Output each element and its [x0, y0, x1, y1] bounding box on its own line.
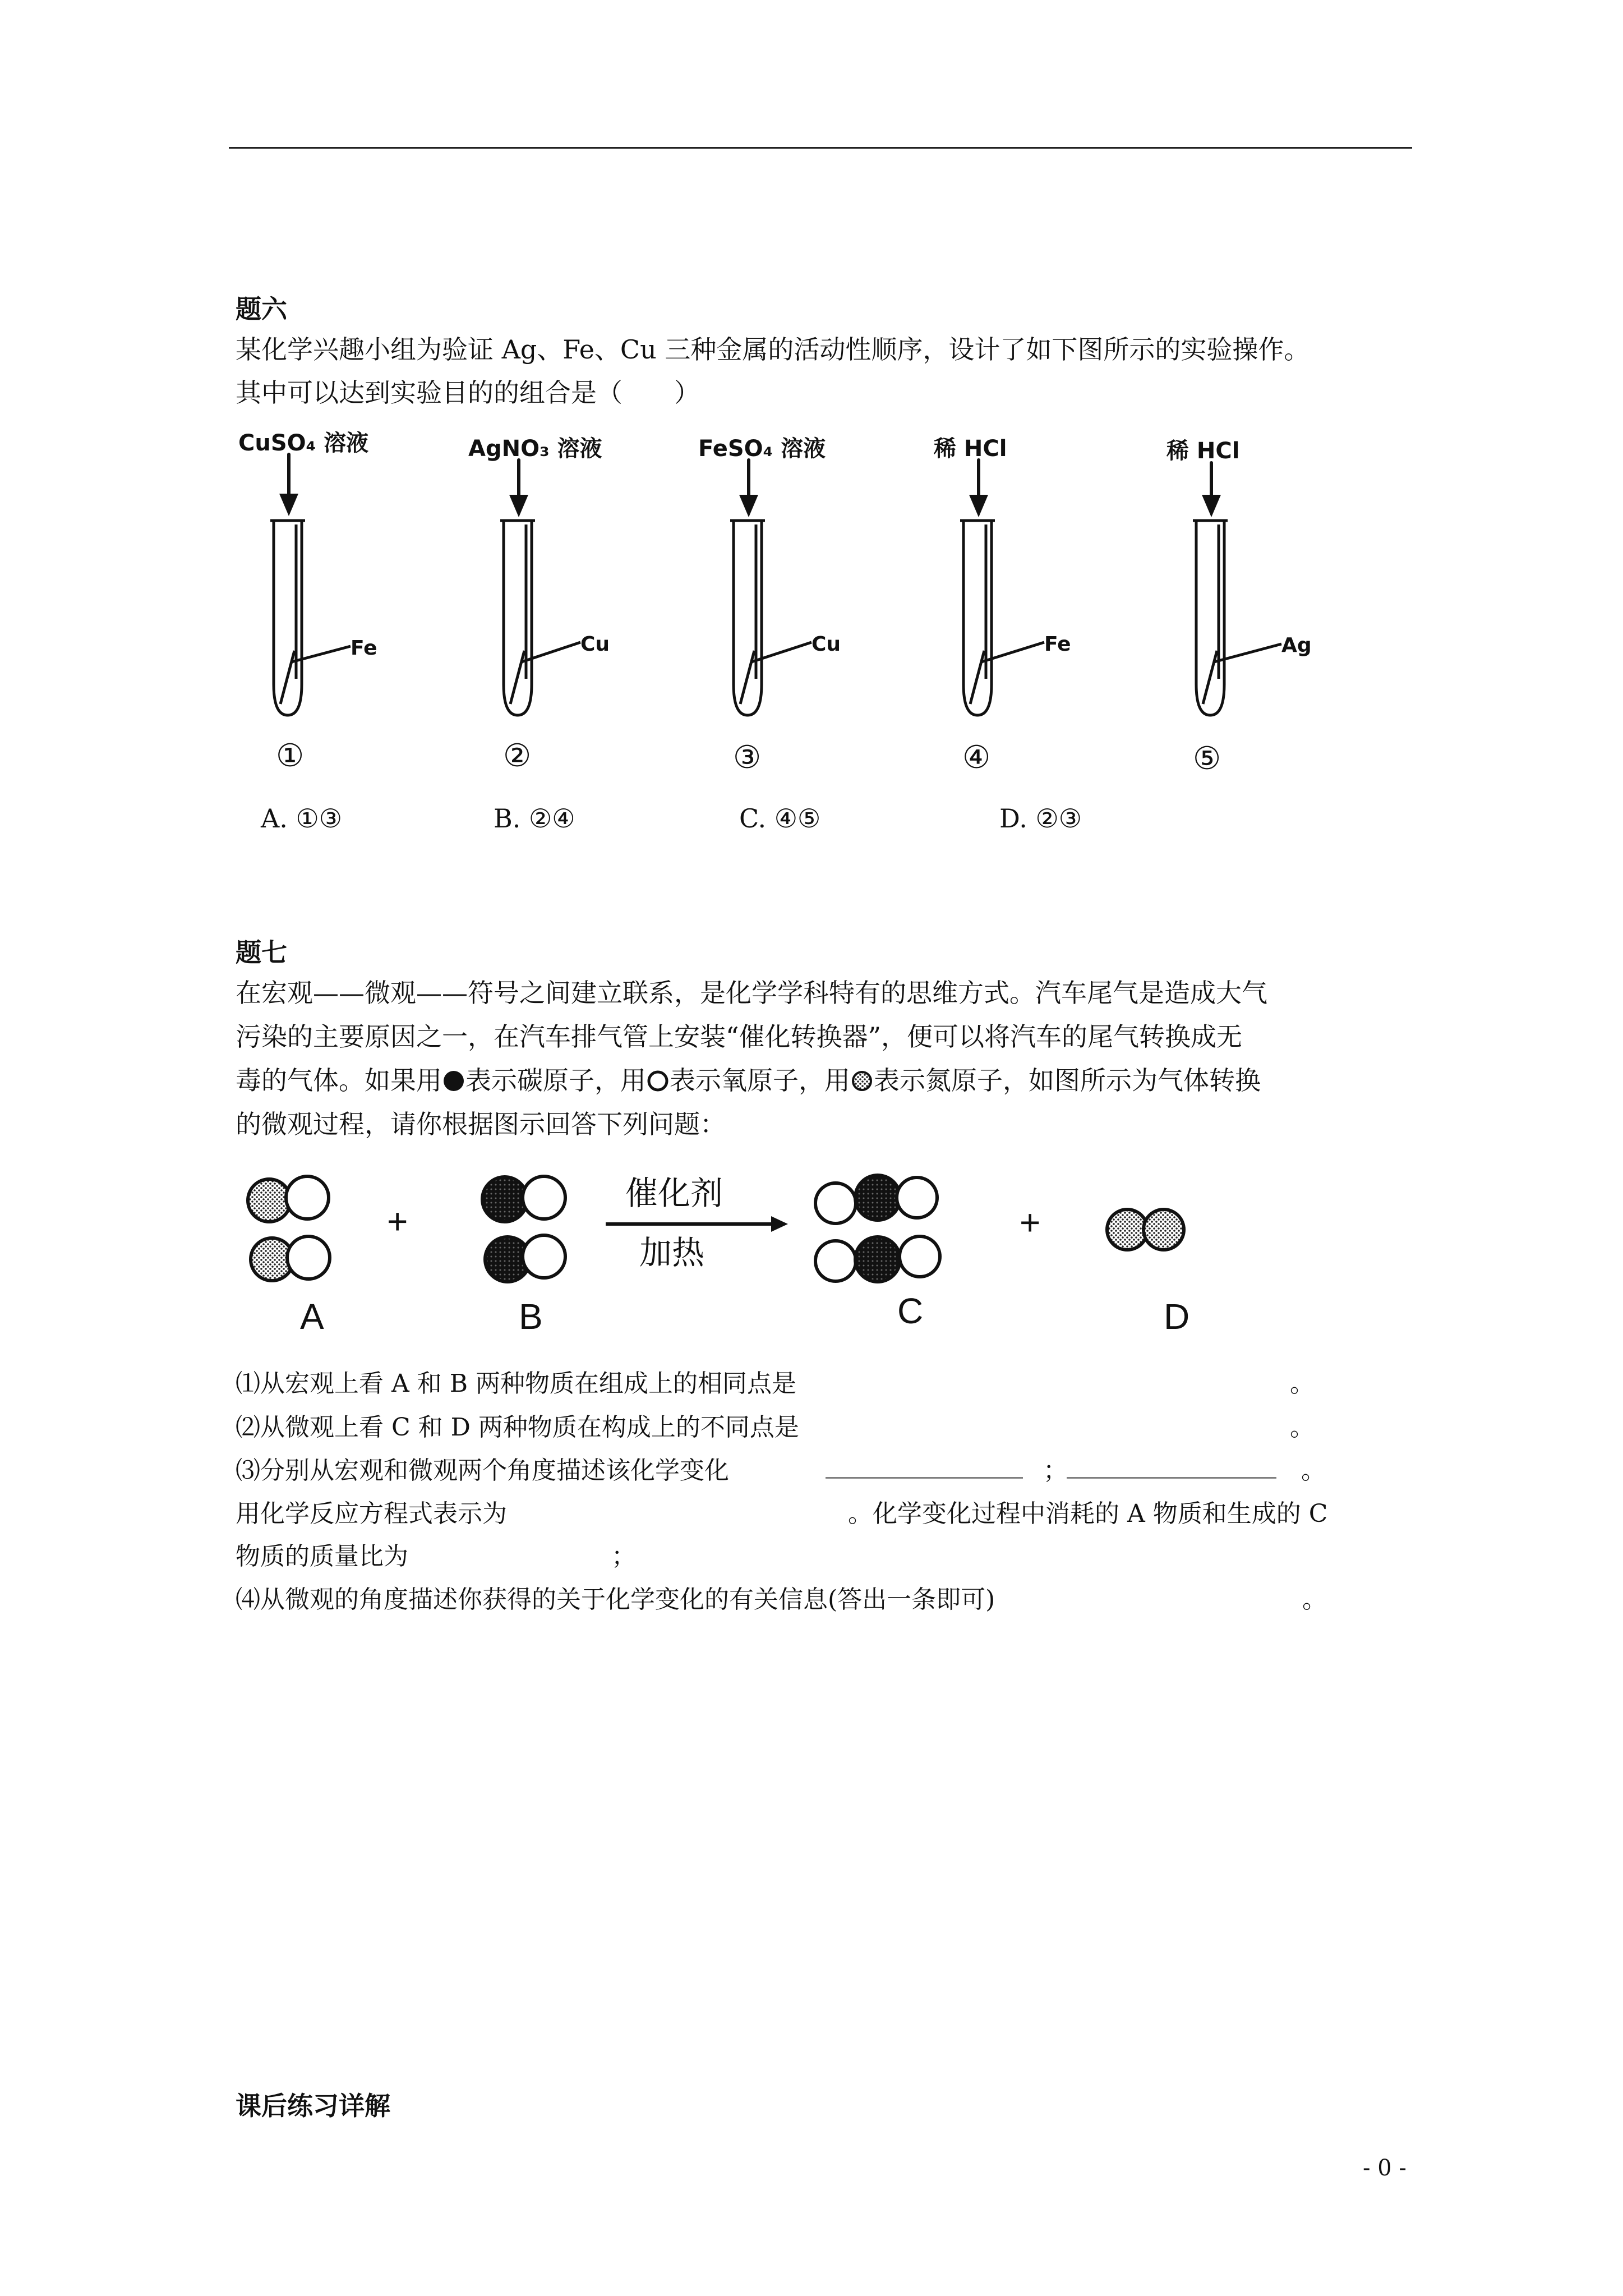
label-d: D: [1164, 1296, 1190, 1337]
carbon-atom-icon: [442, 1069, 465, 1093]
test-tubes-drawing: [224, 415, 1318, 797]
q7-sub-1-end: 。: [1290, 1369, 1315, 1398]
tube-1-reagent: CuSO₄ 溶液: [238, 430, 369, 456]
tube-5-number: ⑤: [1193, 740, 1221, 777]
tube-4-number: ④: [962, 739, 991, 776]
q7-sub-3-equation: 用化学反应方程式表示为: [236, 1499, 507, 1528]
tube-3-metal: Cu: [811, 633, 841, 656]
q7-semicolon-1: ；: [1043, 1456, 1068, 1485]
label-b: B: [519, 1296, 543, 1337]
tube-4-metal: Fe: [1044, 633, 1071, 656]
q7-sub-3-end: 。: [1301, 1456, 1326, 1485]
q7-blank-1[interactable]: ________________: [826, 1450, 1023, 1479]
tube-1-number: ①: [276, 738, 305, 774]
reaction-diagram: [224, 1156, 1290, 1346]
plus-sign-2: +: [1020, 1202, 1041, 1243]
nitrogen-atom-icon: [850, 1069, 874, 1093]
page-number: - 0 -: [1363, 2155, 1407, 2181]
tube-3-number: ③: [733, 739, 762, 776]
q7-sub-3-mass-ratio-intro: 。化学变化过程中消耗的 A 物质和生成的 C: [848, 1499, 1328, 1528]
q7-line-3-part-2: 表示碳原子，用: [465, 1065, 646, 1096]
q7-sub-3-mass-ratio: 物质的质量比为: [236, 1542, 408, 1571]
q7-line-3-part-3: 表示氧原子，用: [670, 1065, 850, 1096]
option-d: D. ②③: [999, 803, 1082, 834]
option-c: C. ④⑤: [739, 803, 821, 834]
heat-label: 加热: [639, 1234, 705, 1272]
tube-1-metal: Fe: [351, 637, 377, 660]
oxygen-atom-icon: [646, 1069, 670, 1093]
q7-blank-2[interactable]: _________________: [1067, 1450, 1276, 1479]
q7-line-2: 污染的主要原因之一，在汽车排气管上安装“催化转换器”，便可以将汽车的尾气转换成无: [236, 1022, 1243, 1052]
tube-3-reagent: FeSO₄ 溶液: [698, 436, 826, 462]
option-a: A. ①③: [261, 803, 342, 834]
tube-2-number: ②: [503, 738, 532, 774]
q6-title: 题六: [236, 294, 287, 324]
q7-sub-1: ⑴从宏观上看 A 和 B 两种物质在组成上的相同点是: [236, 1369, 797, 1398]
label-a: A: [300, 1296, 324, 1337]
q7-sub-4: ⑷从微观的角度描述你获得的关于化学变化的有关信息(答出一条即可): [236, 1585, 995, 1614]
q6-line-1: 某化学兴趣小组为验证 Ag、Fe、Cu 三种金属的活动性顺序，设计了如下图所示的实验操作。: [236, 334, 1310, 365]
q7-line-3-part-1: 毒的气体。如果用: [236, 1065, 442, 1096]
tube-2-reagent: AgNO₃ 溶液: [468, 436, 602, 462]
option-b: B. ②④: [494, 803, 575, 834]
q7-sub-4-end: 。: [1302, 1585, 1327, 1614]
tube-5-reagent: 稀 HCl: [1166, 438, 1240, 464]
q7-line-1: 在宏观——微观——符号之间建立联系，是化学学科特有的思维方式。汽车尾气是造成大气: [236, 978, 1267, 1008]
header-rule: [229, 147, 1412, 149]
q7-line-4: 的微观过程，请你根据图示回答下列问题：: [236, 1109, 726, 1139]
q6-line-2: 其中可以达到实验目的的组合是（ ）: [236, 378, 700, 408]
tube-4-reagent: 稀 HCl: [934, 436, 1007, 462]
section-title: 课后练习详解: [236, 2091, 390, 2121]
q7-line-3: [236, 1058, 1261, 1103]
q7-line-3-part-4: 表示氮原子，如图所示为气体转换: [874, 1065, 1261, 1096]
q7-sub-2-end: 。: [1290, 1413, 1315, 1442]
test-tube-figure: [224, 415, 1318, 797]
q7-semicolon-2: ；: [611, 1542, 636, 1571]
q7-sub-2: ⑵从微观上看 C 和 D 两种物质在构成上的不同点是: [236, 1413, 799, 1442]
catalyst-label: 催化剂: [625, 1174, 723, 1212]
label-c: C: [897, 1291, 924, 1331]
q7-title: 题七: [236, 937, 287, 968]
plus-sign-1: +: [387, 1201, 408, 1241]
tube-5-metal: Ag: [1281, 634, 1312, 657]
tube-2-metal: Cu: [580, 633, 610, 656]
q7-sub-3: ⑶分别从宏观和微观两个角度描述该化学变化: [236, 1456, 729, 1485]
